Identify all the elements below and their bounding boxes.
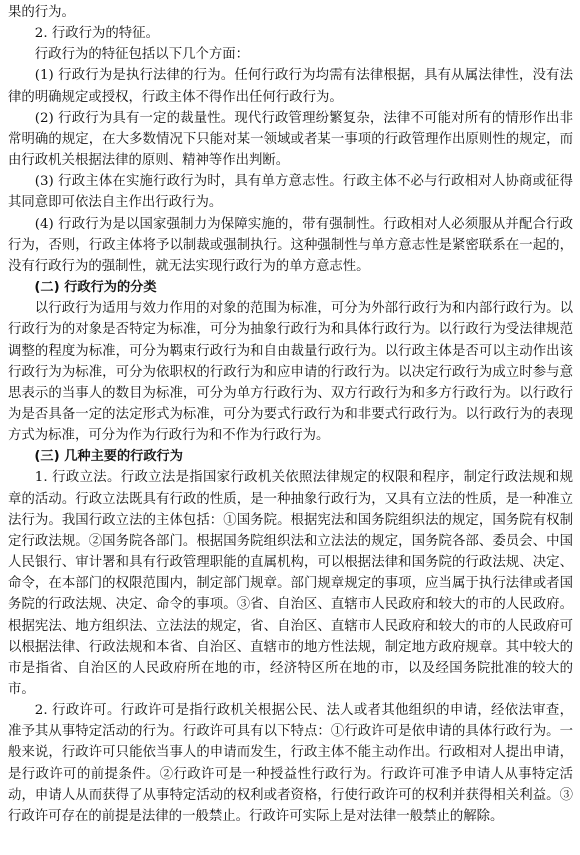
paragraph-continuation: 果的行为。 — [8, 5, 75, 20]
paragraph-feature-3: (3) 行政主体在实施行政行为时，具有单方意志性。行政主体不必与行政相对人协商或征得其同意即可依法自主作出行政行为。 — [8, 174, 573, 211]
paragraph-administrative-legislation: 1. 行政立法。行政立法是指国家行政机关依照法律规定的权限和程序，制定行政法规和规章的活动。行政立法既具有行政的性质，是一种抽象行政行为，又具有立法的性质，是一种准立法行为。我国行政立法的主体包括：①国务院。根据宪法和国务院组织法的规定，国务院有权制定行政法规。②国务院各部门。根据国务院组织法和立法法的规定，国务院各部、委员会、中国人民银行、审计署和具有行政管理职能的直属机构，可以根据法律和国务院的行政法规、决定、命令，在本部门的权限范围内，制定部门规章。部门规章规定的事项，应当属于执行法律或者国务院的行政法规、决定、命令的事项。③省、自治区、直辖市人民政府和较大的市的人民政府。根据宪法、地方组织法、立法法的规定，省、自治区、直辖市人民政府和较大的市的人民政府可以根据法律、行政法规和本省、自治区、直辖市的地方性法规，制定地方政府规章。其中较大的市是指省、自治区的人民政府所在地的市，经济特区所在地的市，以及经国务院批准的较大的市。 — [8, 470, 573, 697]
paragraph-administrative-licensing: 2. 行政许可。行政许可是指行政机关根据公民、法人或者其他组织的申请，经依法审查，准予其从事特定活动的行为。行政许可具有以下特点：①行政许可是依申请的具体行政行为。一般来说，行政许可只能依当事人的申请而发生，行政主体不能主动作出。行政相对人提出申请，是行政许可的前提条件。②行政许可是一种授益性行政行为。行政许可准予申请人从事特定活动，申请人从而获得了从事特定活动的权利或者资格，行使行政许可的权利并获得相关利益。③行政许可存在的前提是法律的一般禁止。行政许可实际上是对法律一般禁止的解除。 — [8, 703, 573, 824]
section-heading-main-acts: (三) 几种主要的行政行为 — [34, 449, 183, 465]
paragraph-feature-2: (2) 行政行为具有一定的裁量性。现代行政管理纷繁复杂，法律不可能对所有的情形作出非常明确的规定，在大多数情况下只能对某一领域或者某一事项的行政管理作出原则性的规定，而由行政机关根据法律的原则、精神等作出判断。 — [8, 110, 573, 169]
paragraph-classification: 以行政行为适用与效力作用的对象的范围为标准，可分为外部行政行为和内部行政行为。以行政行为的对象是否特定为标准，可分为抽象行政行为和具体行政行为。以行政行为受法律规范调整的程度为标准，可分为羁束行政行为和自由裁量行政行为。以行政主体是否可以主动作出该行政行为为标准，可分为依职权的行政行为和应申请的行政行为。以决定行政行为成立时参与意思表示的当事人的数目为标准，可分为单方行政行为、双方行政行为和多方行政行为。以行政行为是否具备一定的法定形式为标准，可分为要式行政行为和非要式行政行为。以行政行为的表现方式为标准，可分为作为行政行为和不作为行政行为。 — [8, 301, 573, 444]
paragraph-feature-4: (4) 行政行为是以国家强制力为保障实施的，带有强制性。行政相对人必须服从并配合行政行为，否则，行政主体将予以制裁或强制执行。这种强制性与单方意志性是紧密联系在一起的，没有行政行为的强制性，就无法实现行政行为的单方意志性。 — [8, 216, 573, 274]
paragraph-feature-1: (1) 行政行为是执行法律的行为。任何行政行为均需有法律根据，具有从属法律性，没有法律的明确规定或授权，行政主体不得作出任何行政行为。 — [8, 68, 573, 105]
paragraph-features-intro: 行政行为的特征包括以下几个方面： — [34, 47, 250, 63]
item-heading-features: 2. 行政行为的特征。 — [34, 26, 159, 42]
section-heading-classification: (二) 行政行为的分类 — [34, 280, 157, 296]
